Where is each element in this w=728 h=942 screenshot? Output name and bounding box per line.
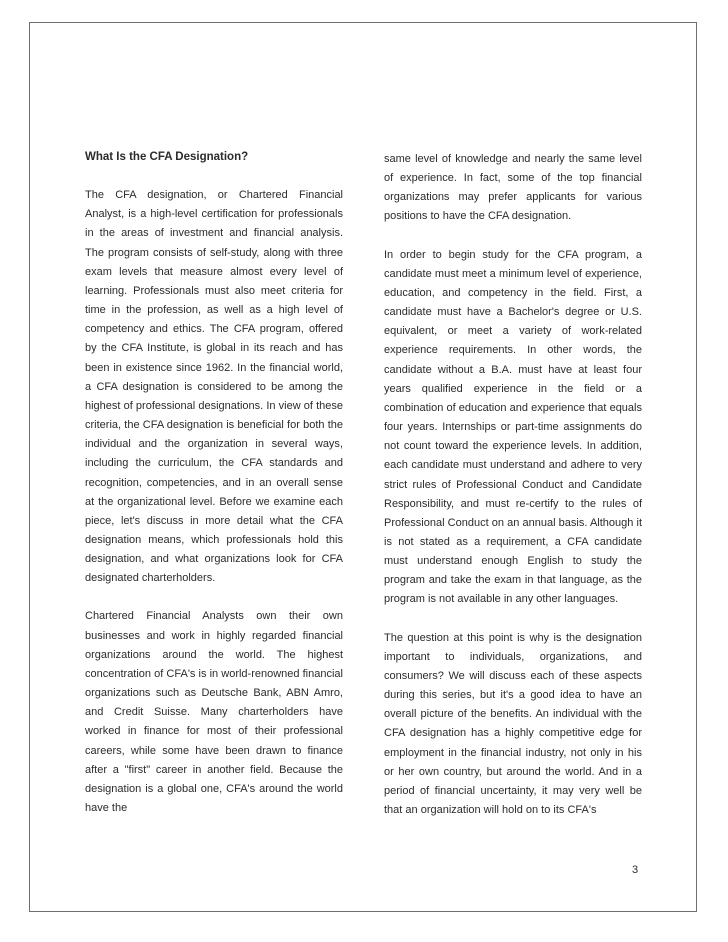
right-column bbox=[384, 150, 642, 839]
page-number: 3 bbox=[632, 864, 639, 876]
paragraph: In order to begin study for the CFA program, a candidate must meet a minimum level of experience, education, and competency in the field. First, a candidate must have a Bachelor's degree or U.S. equivalent, or meet a variety of work-related experience requirements. In other words, the candidate without a B.A. must have at least four years qualified experience in the field or a combination of education and experience that equals four years. Internships or part-time assignments do not count toward the experience levels. In addition, each candidate must understand and adhere to very strict rules of Professional Conduct and Candidate Responsibility, and must re-certify to the rules of Professional Conduct on an annual basis. Although it is not stated as a requirement, a CFA candidate must understand enough English to study the program and take the exam in that language, as the program is not available in any other languages. bbox=[384, 248, 642, 606]
section-heading: What Is the CFA Designation? bbox=[85, 151, 249, 163]
paragraph: The question at this point is why is the designation important to individuals, organizations, and consumers? We will discuss each of these aspects during this series, but it's a good idea to have an overall picture of the benefits. An individual with the CFA designation has a highly competitive edge for employment in the financial industry, not only in his or her own country, but around the world. And in a period of financial uncertainty, it may very well be that an organization will hold on to its CFA's bbox=[384, 631, 642, 816]
paragraph: same level of knowledge and nearly the same level of experience. In fact, some of the top financial organizations may prefer applicants for various positions to have the CFA designation. bbox=[384, 153, 642, 223]
paragraph: Chartered Financial Analysts own their own businesses and work in highly regarded financial organizations around the world. The highest concentration of CFA's is in world-renowned financial organizations such as Deutsche Bank, ABN Amro, and Credit Suisse. Many charterholders have worked in finance for most of their professional careers, while some have been drawn to finance after a "first" career in another field. Because the designation is a global one, CFA's around the world have the bbox=[85, 610, 343, 814]
paragraph: The CFA designation, or Chartered Financial Analyst, is a high-level certification for professionals in the areas of investment and financial analysis. The program consists of self-study, along with three exam levels that measure almost every level of learning. Professionals must also meet criteria for time in the profession, as well as a high level of competency and ethics. The CFA program, offered by the CFA Institute, is global in its reach and has been in existence since 1962. In the financial world, a CFA designation is considered to be among the highest of professional designations. In view of these criteria, the CFA designation is beneficial for both the individual and the organization in several ways, including the curriculum, the CFA standards and recognition, competencies, and in an overall sense at the organizational level. Before we examine each piece, let's discuss in more detail what the CFA designation means, which professionals hold this designation, and what organizations look for CFA designated charterholders. bbox=[85, 189, 343, 585]
left-column bbox=[85, 148, 343, 837]
